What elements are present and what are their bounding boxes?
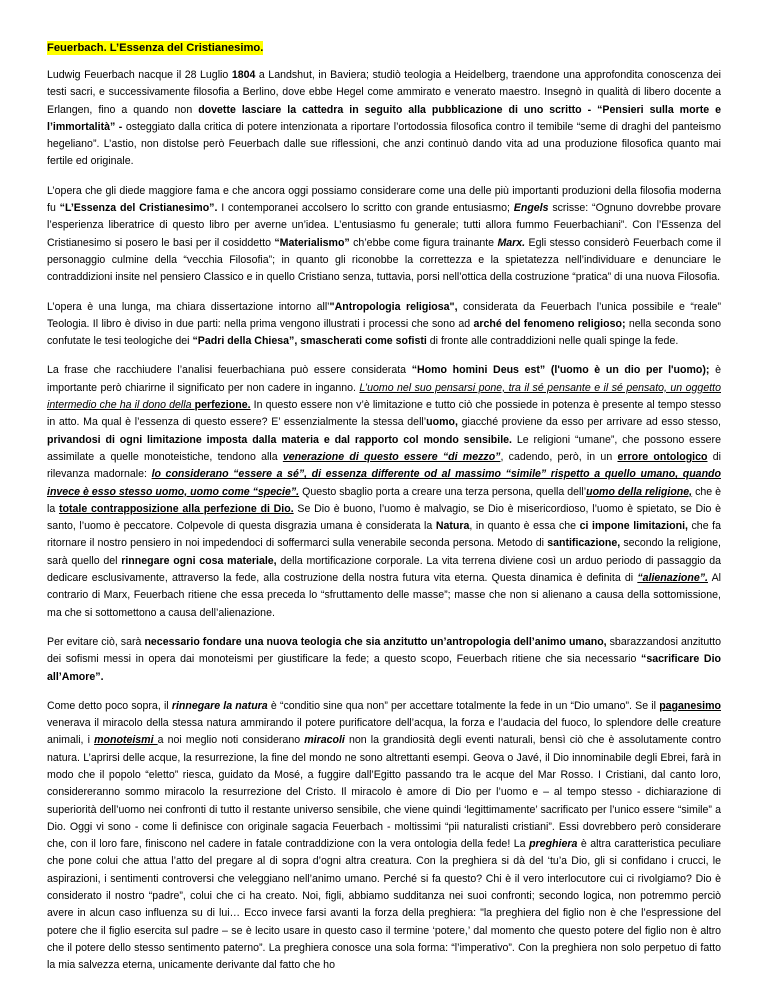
text-run: a noi meglio noti considerano [157,734,305,747]
text-run: Natura [435,520,470,533]
text-run: “Homo homini Deus est” (l'uomo è un dio per l'uomo); [411,364,710,377]
text-run: è altra caratteristica peculiare che pone colui che attua l’atto del pregare al di sopra d’ogni altra creatura. Con la preghiera si dà del ‘tu’a Dio, gli si confidano i crucci, le aspirazioni, i sentimenti controversi che veleggiano nell’animo umano. Perché si fa questo? Chi è il vero interlocutore cui ci rivolgiamo? Dio è considerato il nostro “padre”, colui che ci ha creato. Noi, figli, abbiamo sudditanza nei suoi confronti; secondo logica, non potremmo perciò avere in alcun caso influenza su di lui… Ecco invece farsi avanti la forza della preghiera: "la preghiera del figlio non è che l’espressione del potere che il figlio esercita sul padre – se è lecito usare in questo caso il termine ‘potere,’ dal momento che questo potere del figlio non è altro che il potere dello stesso sentimento paterno”. La preghiera conosce una sola forma: “l’imperativo”. Con la preghiera non solo perpetuo di fatto la mia salvezza eterna, unicamente derivante dal fatto che ho [47,838,721,972]
text-run: In questo essere non v’è limitazione e tutto ciò che possiede in potenza è presente al tempo stesso in atto. Ma qual è l’essenza di questo essere? E’ essenzialmente la stessa dell’ [47,399,721,429]
text-run: necessario fondare una nuova teologia che sia anzitutto un’antropologia dell’animo umano, [144,635,607,648]
text-run: rinnegare ogni cosa materiale, [121,554,277,567]
text-run: lo considerano “essere a sé”, di essenza differente od al massimo “simile” rispetto a quello umano, quando invece è esso stesso uomo, uomo come “specie”. [47,468,721,498]
text-run: L’opera è una lunga, ma chiara dissertazione intorno all’ [47,300,330,313]
text-run: che fa ritornare il nostro pensiero in noi impedendoci di soffermarci sulla venerabile seconda persona. Metodo di [47,520,721,550]
text-run: di rilevanza madornale: [47,450,721,481]
text-run: ci impone limitazioni, [579,520,688,533]
text-run: scrisse: “Ognuno dovrebbe provare l’esperienza liberatrice di questo libro per averne un’idea. L’entusiasmo fu generale; tutti allora fummo Feuerbachiani”. Con l’Essenza del Cristianesimo si posero le basi per il cosiddetto [47,202,722,249]
text-run: totale contrapposizione alla perfezione di Dio. [58,502,294,515]
text-run: è importante però chiarirne il significato per non cadere in inganno. [47,364,721,394]
text-run: miracoli [304,734,345,747]
text-run: Le religioni “umane”, che possono essere assimilate a quelle monoteistiche, tendono alla [47,433,721,463]
text-run: Marx. [497,236,526,249]
text-run: La frase che racchiudere l’analisi feuerbachiana può essere considerata [47,364,412,377]
text-run: L’opera che gli diede maggiore fama e che ancora oggi possiamo considerare come una delle più importanti produzioni della filosofia moderna fu [47,184,721,215]
paragraph [47,183,721,287]
text-run: Al contrario di Marx, Feuerbach ritiene che essa preceda lo “sfruttamento delle masse”; masse che non si alienano a causa della sottomissione, ma che si sottomettono a causa dell’alienazione. [47,572,722,619]
document-body [47,67,721,975]
text-run: giacché proviene da esso per arrivare ad esso stesso, [457,416,721,429]
text-run: considerata da Feuerbach l’unica possibile e “reale” Teologia. Il libro è diviso in due parti: nella prima vengono illustrati i processi che sono ad [47,300,721,330]
text-run: paganesimo [659,699,722,712]
text-run: Engels [513,202,549,215]
text-run: I contemporanei accolsero lo scritto con grande entusiasmo; [217,202,514,215]
text-run: errore ontologico [617,450,708,463]
text-run: ch’ebbe come figura trainante [349,236,498,249]
text-run: rinnegare la natura [171,699,268,712]
paragraph [47,362,721,621]
text-run: uomo, [426,416,458,429]
paragraph [47,67,721,171]
text-run: “Padri della Chiesa”, smascherati come sofisti [192,335,427,348]
text-run: Come detto poco sopra, il [47,699,172,712]
text-run: 1804 [231,69,256,81]
text-run: è “conditio sine qua non” per accettare totalmente la fede in un “Dio umano”. Se il [267,699,660,712]
text-run: Questo sbaglio porta a creare una terza persona, quella dell’ [299,485,587,498]
document-title: Feuerbach. L’Essenza del Cristianesimo. [47,42,264,54]
text-run: Per evitare ciò, sarà [47,635,145,648]
text-run: Se Dio è buono, l’uomo è malvagio, se Dio è misericordioso, l’uomo è spietato, se Dio è santo, l’uomo è peccatore. Colpevole di questa disgrazia umana è considerata la [47,502,721,533]
text-run: , cadendo, però, in un [500,450,618,463]
text-run: L’uomo nel suo pensarsi pone, tra il sé pensante e il sé pensato, un oggetto intermedio che ha il dono della [47,381,721,412]
text-run: Egli stesso considerò Feuerbach come il personaggio culmine della “vecchia Filosofia”; in quanto gli riconobbe la correttezza e la spietatezza nell’individuare e denunciare le contraddizioni insite nel pensiero Classico e in quello Cristiano senza, tuttavia, porsi nell’ottica della costruzione “pratica” di una nuova Filosofia. [47,236,721,284]
text-run: della mortificazione corporale. La vita terrena diviene così un arduo periodo di passaggio da dedicare esclusivamente, attraverso la fede, alla costruzione della nostra futura vita eterna. Questa dinamica è definita di [47,554,721,585]
text-run: “Materialismo” [274,236,350,249]
text-run: venerazione di questo essere “di mezzo” [282,450,501,463]
text-run: “sacrificare Dio all’Amore”. [47,653,721,683]
text-run: “alienazione”. [637,572,708,585]
text-run: nella seconda sono confutate le tesi teologiche dei [47,317,721,348]
text-run: santificazione, [547,537,621,550]
text-run: preghiera [529,838,578,851]
text-run: , in quanto è essa che [469,520,580,533]
text-run: venerava il miracolo della stessa natura ammirando il potere purificatore dell’acqua, la forza e l’audacia del fuoco, lo splendore delle creature animali, i [47,717,721,747]
text-run: arché del fenomeno religioso; [473,317,626,330]
text-run: non la grandiosità degli eventi naturali, bensì ciò che è assolutamente contro natura. L’aprirsi delle acque, la resurrezione, la fine del mondo ne sono altrettanti esempi. Geova o Javé, il Dio innominabile degli Ebrei, farà in modo che il popolo “eletto” riesca, guidato da Mosé, a fuggire dall’Egitto passando tra le acque del Mar Rosso. I Cristiani, dal canto loro, considereranno sommo miracolo la resurrezione del Cristo. Il miracolo è amore di Dio per l’uomo e – al tempo stesso - dichiarazione di superiorità dell’uomo nei confronti di tutto il restante universo sensibile, che viene quindi ‘legittimamente’ sacrificato per l’unico essere “simile” a Dio. Oggi vi sono - come li definisce con originale sagacia Feuerbach - moltissimi “pii naturalisti cristiani”. Essi dovrebbero però considerare che, con il loro fare, finiscono nel cadere in fatale contraddizione con la vera ontologia della fede! La [47,734,721,851]
paragraph [47,698,721,975]
text-run: monoteismi [94,734,158,747]
text-run: perfezione. [194,399,251,412]
text-run: uomo della religione, [586,485,693,498]
text-run: “L’Essenza del Cristianesimo”. [59,202,218,215]
paragraph [47,299,721,351]
text-run: osteggiato dalla critica di potere intenzionata a riportare l’ortodossia filosofica contro il temibile “seme di draghi del panteismo hegeliano”. L’astio, non distolse però Feuerbach dalle sue riflessioni, che anzi continuò dando vita ad una produzione filosofica quanto mai fertile ed originale. [47,120,721,168]
text-run: secondo la religione, sarà quello del [47,537,721,567]
text-run: "Antropologia religiosa", [329,300,458,313]
text-run: sbarazzandosi anzitutto dei sofismi messi in opera dai monoteismi per giustificare la fede; a questo scopo, Feuerbach ritiene che sia necessario [47,635,722,666]
paragraph [47,634,721,686]
text-run: privandosi di ogni limitazione imposta dalla materia e dal rapporto col mondo sensibile. [47,433,512,446]
text-run: che è la [47,485,722,515]
text-run: a Landshut, in Baviera; studiò teologia a Heidelberg, traendone una approfondita conoscenza dei testi sacri, e successivamente filosofia a Berlino, dove ebbe Hegel come ammirato e venerato maestro. Insegnò in qualità di libero docente a Erlangen, fino a quando non [47,69,721,116]
text-run: di fronte alle contraddizioni nelle quali spinge la fede. [426,335,679,348]
text-run: dovette lasciare la cattedra in seguito alla pubblicazione di uno scritto - “Pensieri sulla morte e l’immortalità” - [47,103,721,133]
text-run: Ludwig Feuerbach nacque il 28 Luglio [47,69,232,81]
